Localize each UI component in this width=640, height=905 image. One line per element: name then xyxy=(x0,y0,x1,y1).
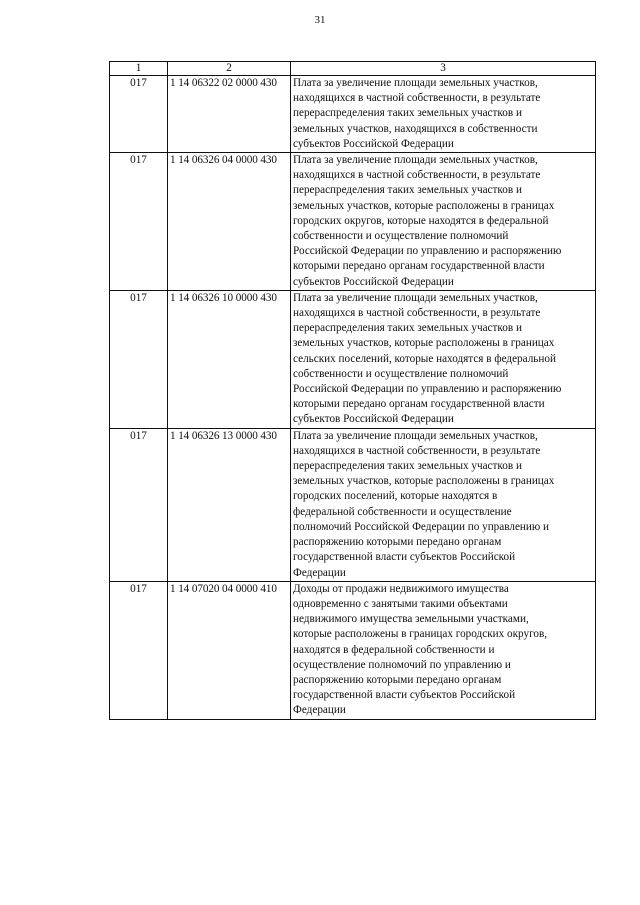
revenue-code-cell: 1 14 06326 10 0000 430 xyxy=(168,290,291,428)
revenue-code-cell: 1 14 06322 02 0000 430 xyxy=(168,76,291,153)
description-line: перераспределения таких земельных участков и xyxy=(293,322,522,335)
description-line: находящихся в частной собственности, в результате xyxy=(293,444,541,457)
description-line: федеральной собственности и осуществление xyxy=(293,505,512,518)
description-line: городских поселений, которые находятся в xyxy=(293,490,498,503)
description-line: собственности и осуществление полномочий xyxy=(293,367,509,380)
header-col-3: 3 xyxy=(291,62,596,76)
description-line: государственной власти субъектов Российской xyxy=(293,551,516,564)
header-col-1: 1 xyxy=(110,62,168,76)
page-number: 31 xyxy=(314,14,326,26)
description-line: находятся в федеральной собственности и xyxy=(293,643,495,656)
description-line: которыми передано органам государственной власти xyxy=(293,398,545,411)
description-line: осуществление полномочий по управлению и xyxy=(293,658,511,671)
description-line: субъектов Российской Федерации xyxy=(293,413,454,426)
revenue-codes-table xyxy=(109,61,596,720)
table-row xyxy=(110,76,596,153)
description-line: недвижимого имущества земельными участками, xyxy=(293,613,529,626)
header-col-2: 2 xyxy=(168,62,291,76)
description-line: земельных участков, которые расположены в границах xyxy=(293,199,555,212)
table-body xyxy=(110,76,596,720)
description-cell xyxy=(291,581,596,719)
description-line: находящихся в частной собственности, в результате xyxy=(293,169,541,182)
description-line: Российской Федерации по управлению и распоряжению xyxy=(293,383,562,396)
table-row xyxy=(110,290,596,428)
table-row xyxy=(110,428,596,581)
description-line: собственности и осуществление полномочий xyxy=(293,230,509,243)
description-line: находящихся в частной собственности, в результате xyxy=(293,307,541,320)
description-line: которыми передано органам государственной власти xyxy=(293,260,545,273)
description-cell xyxy=(291,76,596,153)
table-row xyxy=(110,153,596,291)
admin-code-cell: 017 xyxy=(110,153,168,291)
description-line: перераспределения таких земельных участков и xyxy=(293,460,522,473)
description-line: распоряжению которыми передано органам xyxy=(293,673,502,686)
description-cell xyxy=(291,153,596,291)
description-line: Плата за увеличение площади земельных участков, xyxy=(293,77,538,89)
description-line: полномочий Российской Федерации по управлению и xyxy=(293,520,550,533)
description-line: земельных участков, которые расположены в границах xyxy=(293,337,555,350)
admin-code-cell: 017 xyxy=(110,428,168,581)
description-line: Плата за увеличение площади земельных участков, xyxy=(293,429,538,442)
table-row xyxy=(110,581,596,719)
description-line: Плата за увеличение площади земельных участков, xyxy=(293,291,538,304)
admin-code-cell: 017 xyxy=(110,76,168,153)
description-line: находящихся в частной собственности, в результате xyxy=(293,92,541,105)
description-cell xyxy=(291,428,596,581)
description-line: Плата за увеличение площади земельных участков, xyxy=(293,154,538,167)
description-line: сельских поселений, которые находятся в федеральной xyxy=(293,352,556,365)
revenue-code-cell: 1 14 07020 04 0000 410 xyxy=(168,581,291,719)
description-line: субъектов Российской Федерации xyxy=(293,275,454,288)
description-line: субъектов Российской Федерации xyxy=(293,137,454,150)
header-row xyxy=(110,62,596,76)
description-line: Российской Федерации по управлению и распоряжению xyxy=(293,245,562,258)
description-line: земельных участков, находящихся в собственности xyxy=(293,122,538,135)
description-line: одновременно с занятыми такими объектами xyxy=(293,597,508,610)
description-line: перераспределения таких земельных участков и xyxy=(293,107,522,120)
description-line: распоряжению которыми передано органам xyxy=(293,536,502,549)
description-line: Доходы от продажи недвижимого имущества xyxy=(293,582,509,595)
description-line: земельных участков, которые расположены в границах xyxy=(293,475,555,488)
description-line: государственной власти субъектов Российской xyxy=(293,689,516,702)
revenue-code-cell: 1 14 06326 13 0000 430 xyxy=(168,428,291,581)
description-line: Федерации xyxy=(293,704,346,717)
description-line: которые расположены в границах городских округов, xyxy=(293,628,548,641)
description-line: городских округов, которые находятся в федеральной xyxy=(293,214,549,227)
description-line: перераспределения таких земельных участков и xyxy=(293,184,522,197)
revenue-code-cell: 1 14 06326 04 0000 430 xyxy=(168,153,291,291)
admin-code-cell: 017 xyxy=(110,290,168,428)
table-header xyxy=(110,62,596,76)
description-line: Федерации xyxy=(293,566,346,579)
admin-code-cell: 017 xyxy=(110,581,168,719)
description-cell xyxy=(291,290,596,428)
